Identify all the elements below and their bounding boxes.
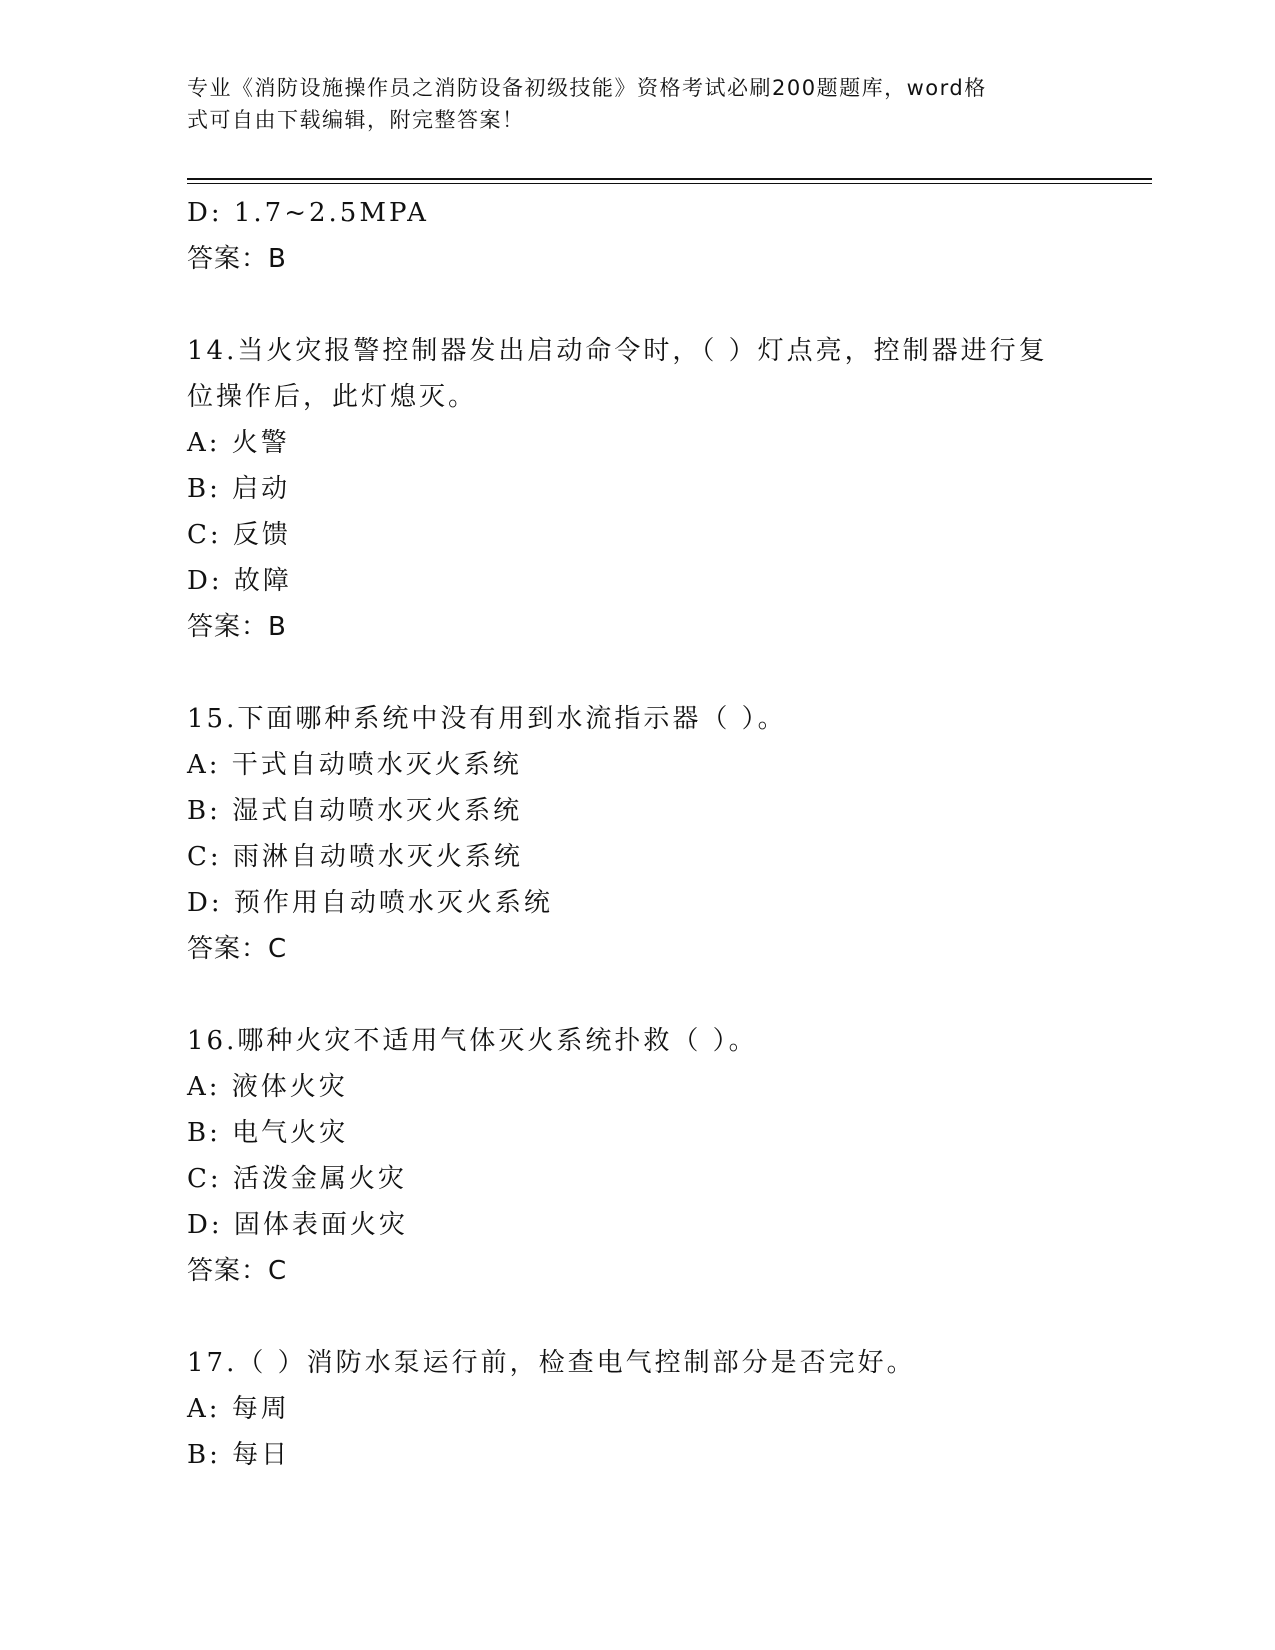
question-16 [187, 1018, 1147, 1294]
header-divider-thin [187, 183, 1152, 184]
option-d: D: 预作用自动喷水灭火系统 [187, 888, 553, 918]
answer: 答案：B [187, 612, 287, 642]
option-c: C: 活泼金属火灾 [187, 1164, 407, 1194]
option-b: B: 每日 [187, 1440, 291, 1470]
option-a: A: 火警 [187, 428, 290, 458]
header-line-1: 专业《消防设施操作员之消防设备初级技能》资格考试必刷200题题库，word格 [187, 76, 987, 100]
option-a: A: 干式自动喷水灭火系统 [187, 750, 522, 780]
question-13-tail [187, 190, 1147, 282]
question-stem: 17.（ ）消防水泵运行前，检查电气控制部分是否完好。 [187, 1348, 916, 1378]
question-stem: 16.哪种火灾不适用气体灭火系统扑救（ ）。 [187, 1026, 758, 1056]
question-stem-cont: 位操作后，此灯熄灭。 [187, 382, 478, 412]
option-a: A: 液体火灾 [187, 1072, 348, 1102]
option-d: D: 故障 [187, 566, 292, 596]
option-a: A: 每周 [187, 1394, 290, 1424]
answer: 答案：B [187, 244, 287, 274]
question-15 [187, 696, 1147, 972]
document-header [187, 72, 1087, 136]
answer: 答案：C [187, 1256, 288, 1286]
option-d: D: 固体表面火灾 [187, 1210, 408, 1240]
header-divider-thick [187, 178, 1152, 180]
question-stem: 15.下面哪种系统中没有用到水流指示器（ ）。 [187, 704, 787, 734]
option-b: B: 电气火灾 [187, 1118, 349, 1148]
option-c: C: 雨淋自动喷水灭火系统 [187, 842, 523, 872]
answer: 答案：C [187, 934, 288, 964]
question-17 [187, 1340, 1147, 1478]
question-stem: 14.当火灾报警控制器发出启动命令时，（ ）灯点亮，控制器进行复 [187, 336, 1048, 366]
option-b: B: 启动 [187, 474, 291, 504]
option-d: D: 1.7~2.5MPA [187, 198, 429, 228]
header-line-2: 式可自由下载编辑，附完整答案！ [187, 108, 525, 132]
option-b: B: 湿式自动喷水灭火系统 [187, 796, 523, 826]
question-list [187, 190, 1147, 1478]
question-14 [187, 328, 1147, 650]
option-c: C: 反馈 [187, 520, 291, 550]
